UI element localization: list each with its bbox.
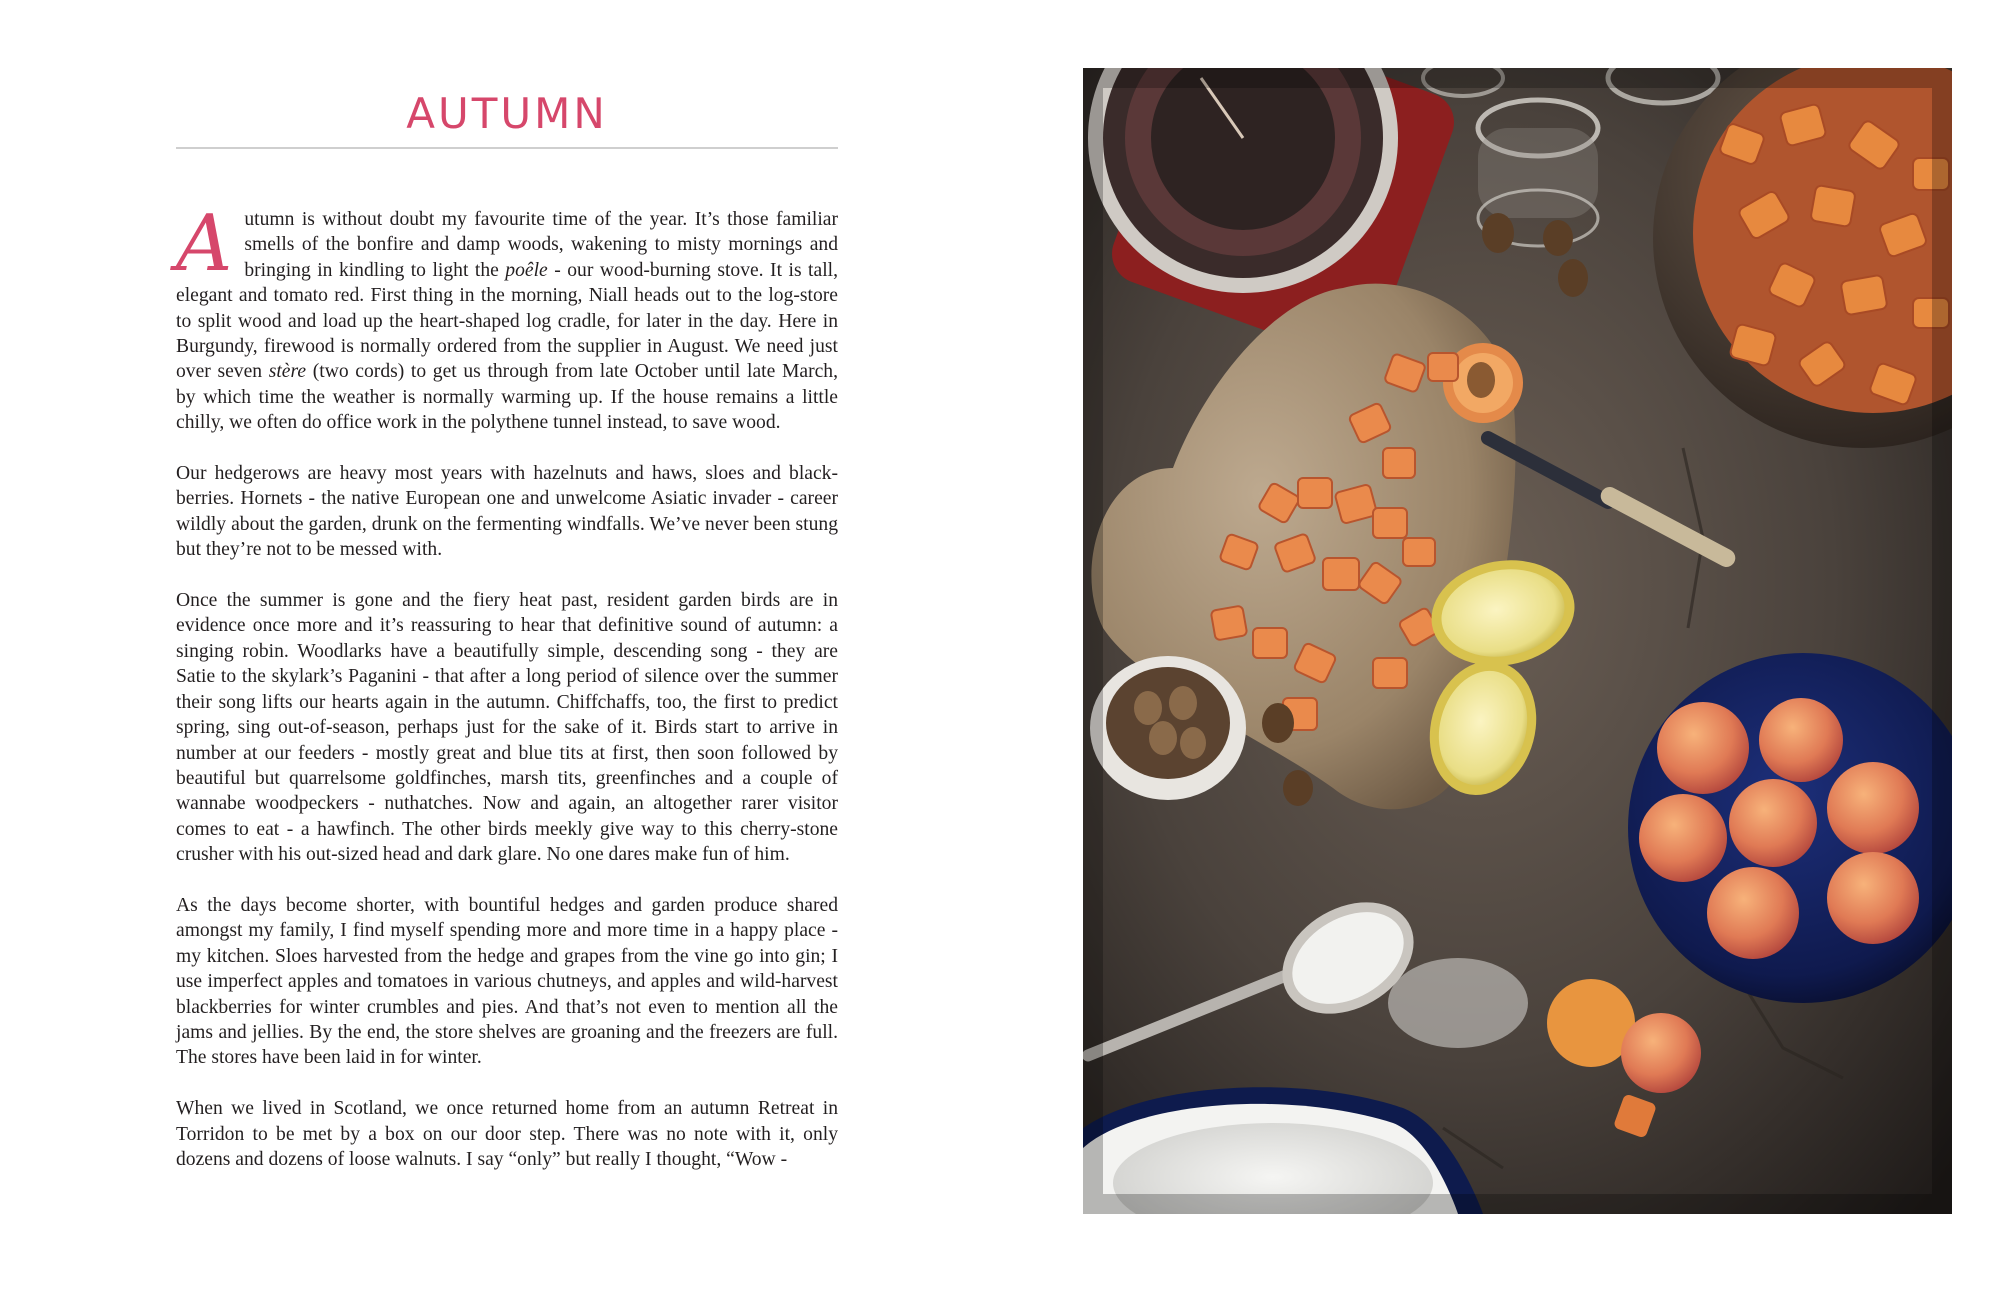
paragraph-1	[176, 199, 838, 436]
paragraph-1-part-b: - our wood-burning stove. It is tall, elegant and tomato red. First thing in the morning, Niall heads out to the log-store to split wood and load up the heart-shaped log cradle, for later in the day. Here in Burgundy, firewood is normally ordered from the supplier in August. We need just over seven	[176, 259, 838, 383]
food-photograph	[1083, 68, 1952, 1214]
body-text	[176, 199, 838, 1172]
paragraph-4: As the days become shorter, with bountiful hedges and garden produce shared amongst my family, I find myself spending more and more time in a happy place - my kitchen. Sloes harvested from the hedge and grapes from the vine go into gin; I use imperfect apples and tomatoes in various chutneys, and apples and wild-harvest blackberries for winter crumbles and pies. And that’s not even to mention all the jams and jellies. By the end, the store shelves are groaning and the freezers are full. The stores have been laid in for winter.	[176, 894, 838, 1069]
paragraph-1-part-a: utumn is without doubt my favourite time of the year. It’s those familiar smells of the bonfire and damp woods, wakening to misty mornings and bringing in kindling to light the	[244, 209, 838, 281]
paragraph-2: Our hedgerows are heavy most years with hazelnuts and haws, sloes and black-berries. Hornets - the native European one and unwelcome Asiatic invader - career wildly about the garden, drunk on the fermenting windfalls. We’ve never been stung but they’re not to be messed with.	[176, 463, 838, 561]
drop-cap: A	[176, 199, 233, 289]
paragraph-3: Once the summer is gone and the fiery heat past, resident garden birds are in evidence once more and it’s reassuring to hear that definitive sound of autumn: a singing robin. Woodlarks have a beautifully simple, descending song - they are Satie to the skylark’s Paganini - that after a long period of silence over the summer their song lifts our hearts again in the autumn. Chiffchaffs, too, the first to predict spring, sing out-of-season, perhaps just for the sake of it. Birds start to arrive in number at our feeders - mostly great and blue tits at first, then soon followed by beautiful but quarrelsome goldfinches, marsh tits, greenfinches and a couple of wannabe woodpeckers - nuthatches. Now and again, an altogether rarer visitor comes to eat - a hawfinch. The other birds meekly give way to this cherry-stone crusher with his out-sized head and dark glare. No one dares make fun of him.	[176, 590, 838, 866]
text-page	[176, 84, 838, 1172]
paragraph-1-part-c: (two cords) to get us through from late October until late March, by which time the weather is normally warming up. If the house remains a little chilly, we often do office work in the polythene tunnel instead, to save wood.	[176, 361, 838, 434]
title-divider	[176, 147, 838, 149]
chapter-title: AUTUMN	[406, 89, 608, 138]
photo-illustration	[1083, 68, 1952, 1214]
word-stere: stère	[268, 361, 307, 383]
word-poele: poêle	[505, 259, 548, 281]
paragraph-5: When we lived in Scotland, we once returned home from an autumn Retreat in Torridon to be met by a box on our door step. There was no note with it, only dozens and dozens of loose walnuts. I say “only” but really I thought, “Wow -	[176, 1098, 838, 1170]
